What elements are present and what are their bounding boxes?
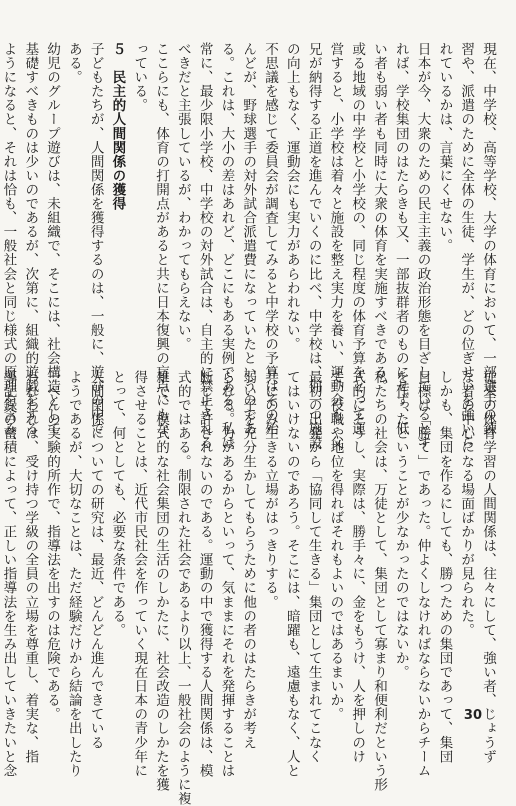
text-column: 営すると、小学校は着々と施設を整え実力を養い、運動会も、父 bbox=[327, 42, 344, 450]
text-column: て、役職や地位を得ればそれもよいのではあるまいか。 bbox=[327, 370, 344, 722]
text-column: 現在、中学校、高等学校、大学の体育において、一部選手の錬 bbox=[480, 42, 496, 436]
text-column: 人間関係についての研究は、最近、どんどん進んできている bbox=[87, 370, 104, 750]
text-column: 従来の体育学習の人間関係は、往々にして、強い者、じょうず bbox=[480, 370, 496, 764]
text-column: 共にのみ生きる立場がはっきりする。 bbox=[262, 370, 279, 609]
text-column: れているかは、言葉にくせない。 bbox=[436, 42, 453, 253]
text-column: られる。力があるからといって、気ままにそれを発揮することは bbox=[218, 370, 235, 778]
text-column: 私たちの社会は、万徒として、集団として寡まり和便利だという形 bbox=[371, 370, 388, 792]
text-column: われわれは、受け持つ学級の全員の立場を尊重し、着実な、指 bbox=[22, 370, 39, 764]
text-column: 幼児のグループ遊びは、未組織で、そこには、社会構造として bbox=[44, 42, 61, 436]
text-column: んどが、野球選手の対外試合派遣費になっていたというのであ bbox=[240, 42, 257, 436]
text-column: ようになると、それは恰も、一般社会と同じ様式の原理を含み、 bbox=[0, 42, 17, 450]
text-column: 弱い子を充分生かしてもらうために他の者のはたらきが考え bbox=[240, 370, 257, 750]
text-column: れば、学校集団のはたらきも又、一部抜群者のものにせず、低 bbox=[392, 42, 409, 436]
text-column: べきだと主張しているが、わかってもらえない。 bbox=[174, 42, 191, 352]
text-column: ようであるが、大切なことは、ただ経験だけから結論を出したり bbox=[65, 370, 82, 778]
text-column: 最初の出発から「協同して生きる」集団として生まれてこなく bbox=[305, 370, 322, 764]
text-column: 一ぺんの実験的所作で、指導法を出すのは危険である。 bbox=[44, 370, 61, 722]
text-column: 得させることは、近代市民社会を作っていく現在日本の青少年に bbox=[131, 370, 148, 778]
text-column: ここらにも、体育の打開点があると共に日本復興の盲点にもな bbox=[153, 42, 170, 436]
text-column: 不思議を感じて委員会が調査してみると中学校の予算はその殆 bbox=[262, 42, 279, 436]
text-column: ある。 bbox=[65, 42, 82, 85]
text-column: しかも、集団を作るにしても、勝つための集団であって、集団 bbox=[436, 370, 453, 764]
text-column: を作ったということが少なかったのではないか。 bbox=[392, 370, 409, 680]
text-column: 基礎すべきものは少いのであるが、次第に、組織的遊戯をする bbox=[22, 42, 39, 436]
text-column: 或る地域の中学校と小学校の、同じ程度の体育予算をとって運 bbox=[349, 42, 366, 436]
page-number: 30 bbox=[463, 708, 482, 723]
text-column: 雑で、模式的な社会集団の生活のしかたに、社会改造のしかたを獲 bbox=[153, 370, 170, 792]
text-column: 日本が今、大衆のための民主主義の政治形態を目ざしているとす bbox=[414, 42, 431, 450]
text-column: 式的ではある。制限された社会であるより以上、一般社会のように複 bbox=[174, 370, 191, 806]
text-column: 常に、最少限小学校、中学校の対外試合は、自主的に禁止される bbox=[196, 42, 213, 450]
text-column: てはいけないのであろう。そこには、暗躍も、遠慮もなく、人と bbox=[283, 370, 300, 778]
text-column: い者も弱い者も同時に大衆の体育を実施すべきである。 bbox=[371, 42, 388, 394]
text-column: 兄が納得する正道を進んでいくのに比べ、中学校は、何一つ施設 bbox=[305, 42, 322, 450]
text-column: 子どもたちが、人間関係を獲得するのは、一般に、遊びの中で bbox=[87, 42, 104, 436]
upper-text-block bbox=[0, 42, 498, 450]
text-column: 目標は「勝て」であった。仲よくしなければならないからチーム bbox=[414, 370, 431, 778]
text-column: 断じて許されないのである。運動の中で獲得する人間関係は、模 bbox=[196, 370, 213, 778]
text-column: る。これは、大小の差はあれど、どこにもある実例である。私は bbox=[218, 42, 235, 450]
text-column: とって、何としても、必要な条件である。 bbox=[109, 370, 126, 637]
text-column: 式的にそうし、実際は、勝手々に、金をもうけ、人を押しのけ bbox=[349, 370, 366, 764]
text-column: 習や、派遣のために全体の生徒、学生が、どの位ぎせいを強いら bbox=[458, 42, 475, 450]
text-column: 導記録の蓄積によって、正しい指導法を生み出していきたいと念 bbox=[0, 370, 17, 778]
text-column: の向上もなく、運動会にも実力があらわれない。 bbox=[283, 42, 300, 352]
text-column: っている。 bbox=[131, 42, 148, 113]
text-column: な者の中心になる場面ばかりが見られた。 bbox=[458, 370, 475, 637]
section-heading: ５ 民主的人間関係の獲得 bbox=[109, 42, 126, 211]
